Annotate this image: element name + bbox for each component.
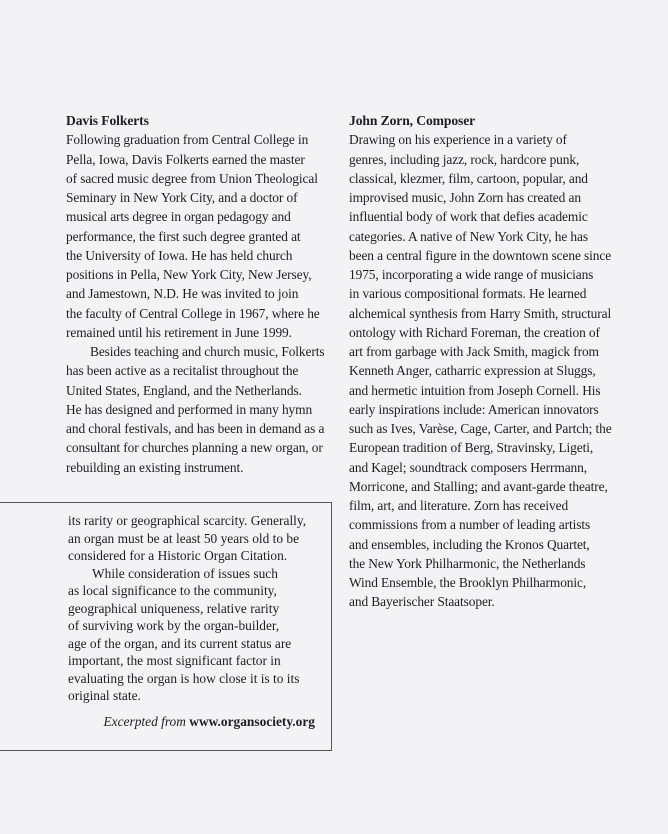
sidebar-box-text xyxy=(68,512,306,705)
text-line: of surviving work by the organ-builder, xyxy=(68,618,280,633)
text-line: ontology with Richard Foreman, the creation of xyxy=(349,324,600,340)
text-line: been a central figure in the downtown scene since xyxy=(349,247,612,263)
text-line: important, the most significant factor in xyxy=(68,653,281,668)
text-line: Pella, Iowa, Davis Folkerts earned the master xyxy=(66,151,305,167)
text-line: Drawing on his experience in a variety of xyxy=(349,132,567,148)
text-line: commissions from a number of leading artists xyxy=(349,517,591,533)
text-line: of sacred music degree from Union Theological xyxy=(66,170,318,186)
text-line: an organ must be at least 50 years old to be xyxy=(68,530,300,546)
text-line: and choral festivals, and has been in demand as a xyxy=(66,421,325,436)
zorn-bio xyxy=(349,111,649,612)
text-line: performance, the first such degree granted at xyxy=(66,228,301,244)
text-line: 1975, incorporating a wide range of musicians xyxy=(349,267,594,282)
text-line: Kenneth Anger, catharric expression at Sluggs, xyxy=(349,363,596,379)
text-line: considered for a Historic Organ Citation. xyxy=(68,548,288,563)
text-line: Morricone, and Stalling; and avant-garde theatre, xyxy=(349,478,608,494)
credit-url: www.organsociety.org xyxy=(189,714,315,729)
text-line: the New York Philharmonic, the Netherlands xyxy=(349,555,586,571)
text-line: categories. A native of New York City, he has xyxy=(349,228,588,244)
text-line: While consideration of issues such xyxy=(92,565,278,581)
text-line: improvised music, John Zorn has created an xyxy=(349,190,581,205)
text-line: rebuilding an existing instrument. xyxy=(66,459,244,475)
text-line: original state. xyxy=(68,688,141,703)
text-line: musical arts degree in organ pedagogy and xyxy=(66,209,291,225)
folkerts-heading: Davis Folkerts xyxy=(66,113,149,128)
excerpt-credit xyxy=(103,714,315,730)
folkerts-bio xyxy=(66,111,336,477)
zorn-bio-text xyxy=(349,130,649,611)
text-line: United States, England, and the Netherlands. xyxy=(66,382,302,398)
text-line: Following graduation from Central College in xyxy=(66,132,309,148)
text-line: positions in Pella, New York City, New Jersey, xyxy=(66,267,312,282)
text-line: such as Ives, Varèse, Cage, Carter, and Partch; the xyxy=(349,421,612,436)
text-line: art from garbage with Jack Smith, magick from xyxy=(349,344,599,359)
text-line: consultant for churches planning a new organ, or xyxy=(66,440,323,456)
text-line: classical, klezmer, film, cartoon, popular, and xyxy=(349,170,588,186)
text-line: Besides teaching and church music, Folkerts xyxy=(90,344,325,359)
text-line: He has designed and performed in many hymn xyxy=(66,401,313,417)
text-line: and Bayerischer Staatsoper. xyxy=(349,594,495,610)
text-line: age of the organ, and its current status are xyxy=(68,635,292,651)
text-line: and hermetic intuition from Joseph Cornell. His xyxy=(349,382,601,398)
text-line: influential body of work that defies academic xyxy=(349,209,588,225)
text-line: alchemical synthesis from Harry Smith, structural xyxy=(349,305,612,321)
text-line: its rarity or geographical scarcity. Generally, xyxy=(68,513,307,528)
text-line: Seminary in New York City, and a doctor of xyxy=(66,190,298,205)
text-line: and ensembles, including the Kronos Quartet, xyxy=(349,536,590,552)
credit-prefix: Excerpted from xyxy=(103,714,186,729)
text-line: the faculty of Central College in 1967, where he xyxy=(66,305,320,321)
text-line: remained until his retirement in June 1999. xyxy=(66,324,292,340)
text-line: and Jamestown, N.D. He was invited to join xyxy=(66,286,299,302)
text-line: has been active as a recitalist throughout the xyxy=(66,363,299,379)
text-line: and Kagel; soundtrack composers Herrmann, xyxy=(349,459,587,475)
text-line: Wind Ensemble, the Brooklyn Philharmonic, xyxy=(349,575,587,590)
text-line: geographical uniqueness, relative rarity xyxy=(68,600,280,616)
text-line: genres, including jazz, rock, hardcore punk, xyxy=(349,151,580,167)
text-line: the University of Iowa. He has held church xyxy=(66,247,293,263)
zorn-heading: John Zorn, Composer xyxy=(349,113,476,128)
text-line: early inspirations include: American innovators xyxy=(349,401,599,417)
text-line: in various compositional formats. He learned xyxy=(349,286,587,302)
text-line: film, art, and literature. Zorn has received xyxy=(349,498,569,513)
folkerts-bio-text xyxy=(66,130,336,477)
text-line: evaluating the organ is how close it is to its xyxy=(68,670,300,686)
text-line: as local significance to the community, xyxy=(68,583,277,598)
text-line: European tradition of Berg, Stravinsky, Ligeti, xyxy=(349,440,594,456)
